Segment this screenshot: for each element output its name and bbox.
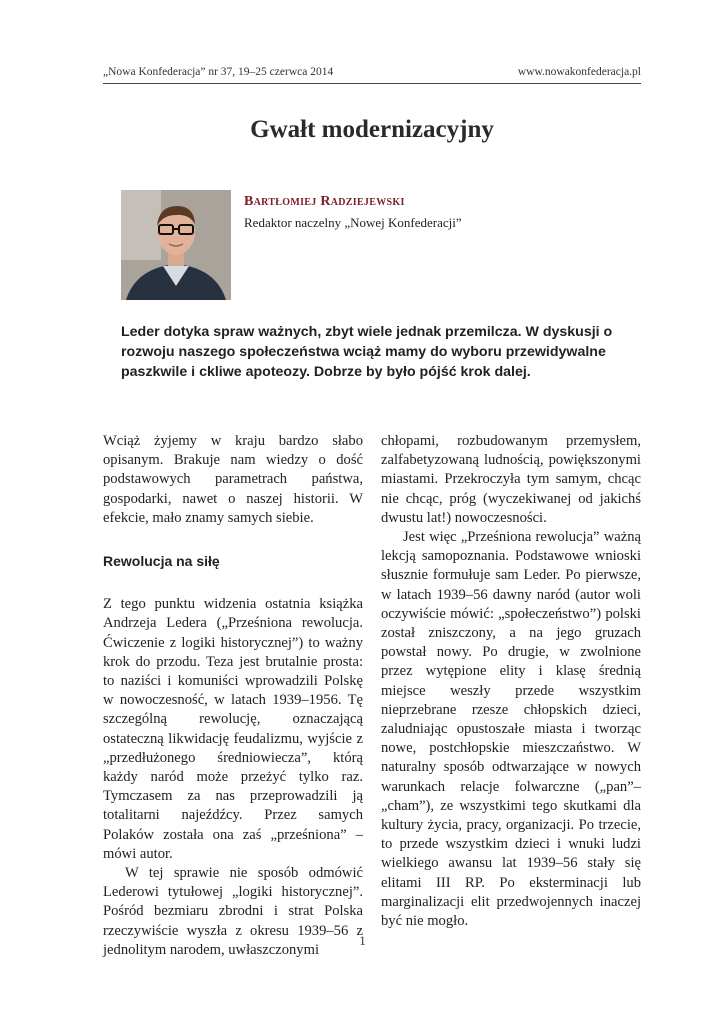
paragraph: Jest więc „Prześniona rewolucja” ważną lekcją samopoznania. Podstawowe wnioski słusznie formułuje sam Leder. Po pierwsze, w latach 1939–56 dawny naród (autor woli oczywiście mówić: „społeczeństwo”) polski został zniszczony, a na jego gruzach powstał nowy. Po drugie, w zwolnione przez wytępione elity i klasę średnią miejsce weszły przede wszystkim nieprzebrane rzesze chłopskich dzieci, zaludniając opustoszałe miasta i tworząc nowe, postchłopskie mieszczaństwo. W naturalny sposób odtwarzające w nowych warunkach relacje folwarczne („pan”– „cham”), ze wszystkimi tego skutkami dla kultury życia, pracy, organizacji. Po trzecie, to przede wszystkim dzieci i wnuki ludzi wielkiego awansu lat 1939–56 stały się elitami III RP. Po eksterminacji lub marginalizacji elit przedwojennych inaczej być nie mogło.	[381, 529, 641, 930]
article-title: Gwałt modernizacyjny	[250, 116, 494, 143]
paragraph: W tej sprawie nie sposób odmówić Lederowi tytułowej „logiki historycznej”. Pośród bezmiaru zbrodni i strat Polska rzeczywiście wyszła z okresu 1939–56 z jednolitym narodem, uwłaszczonymi	[103, 865, 363, 958]
website-url[interactable]: www.nowakonfederacja.pl	[517, 66, 641, 78]
paragraph: chłopami, rozbudowanym przemysłem, zalfabetyzowaną ludnością, powiększonymi miastami. Przekroczyła tym samym, chcąc nie chcąc, próg (wyczekiwanej od jakichś dwustu lat!) nowoczesności.	[381, 433, 641, 526]
left-column	[103, 432, 363, 960]
paragraph: Z tego punktu widzenia ostatnia książka Andrzeja Ledera („Prześniona rewolucja. Ćwiczenie z logiki historycznej”) to ważny krok do przodu. Teza jest brutalnie prosta: to naziści i komuniści wprowadzili Polskę w nowoczesność, w latach 1939–1956. Tę szczególną rewolucję, oznaczającą ostateczną likwidację feudalizmu, wyjście z „przedłużonego średniowiecza”, którą każdy naród może przeżyć tylko raz. Tymczasem za nas przeprowadzili ją totalitarni najeźdźcy. Przez samych Polaków została ona zaś „prześniona” – mówi autor.	[103, 596, 363, 862]
author-role: Redaktor naczelny „Nowej Konfederacji”	[244, 215, 462, 230]
header-divider	[103, 83, 641, 84]
author-photo	[121, 190, 231, 300]
article-lead: Leder dotyka spraw ważnych, zbyt wiele jednak przemilcza. W dyskusji o rozwoju naszego społeczeństwa wciąż mamy do wyboru przewidywalne paszkwile i ckliwe apoteozy. Dobrze by było pójść krok dalej.	[121, 324, 613, 380]
right-column	[381, 432, 641, 931]
paragraph: Wciąż żyjemy w kraju bardzo słabo opisanym. Brakuje nam wiedzy o dość podstawowych parametrach państwa, gospodarki, nawet o naszej historii. W efekcie, mało znamy samych siebie.	[103, 433, 363, 526]
page-number: 1	[359, 933, 366, 948]
section-heading: Rewolucja na siłę	[103, 553, 220, 570]
issue-info: „Nowa Konfederacja” nr 37, 19–25 czerwca 2014	[103, 66, 334, 78]
running-header	[103, 66, 641, 78]
author-name: Bartłomiej Radziejewski	[244, 194, 405, 209]
